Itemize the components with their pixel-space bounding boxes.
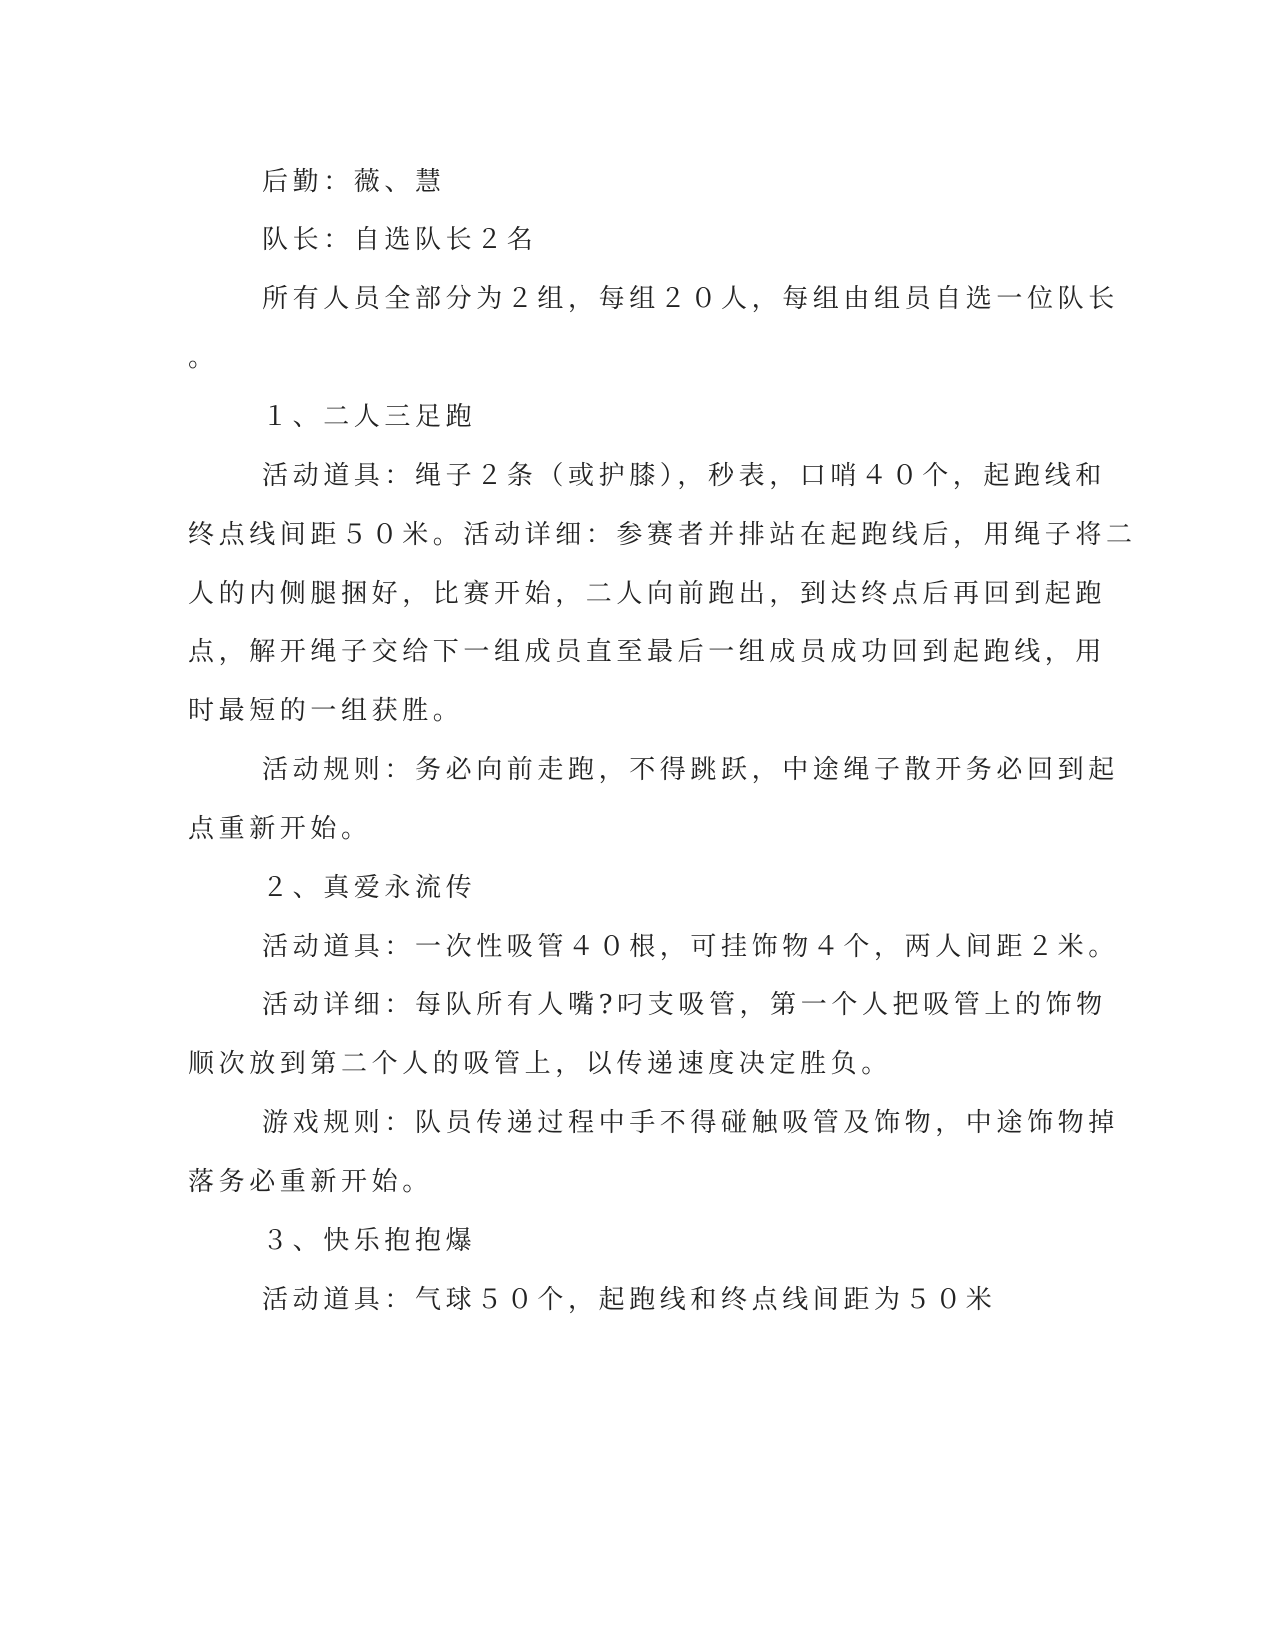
- section-heading-1: １、二人三足跑: [262, 402, 477, 432]
- section1-props-line-5: 时最短的一组获胜。: [188, 696, 464, 726]
- section2-detail-line-2: 顺次放到第二个人的吸管上，以传递速度决定胜负。: [188, 1049, 892, 1079]
- section1-rules-line-2: 点重新开始。: [188, 814, 372, 844]
- section3-props-line: 活动道具：气球５０个，起跑线和终点线间距为５０米: [262, 1285, 997, 1315]
- section-heading-3: ３、快乐抱抱爆: [262, 1226, 477, 1256]
- captain-line: 队长：自选队长２名: [262, 225, 538, 255]
- section1-props-line-2: 终点线间距５０米。活动详细：参赛者并排站在起跑线后，用绳子将二: [188, 520, 1137, 550]
- section2-rules-line-1: 游戏规则：队员传递过程中手不得碰触吸管及饰物，中途饰物掉: [262, 1108, 1119, 1138]
- section-heading-2: ２、真爱永流传: [262, 873, 477, 903]
- section1-props-line-3: 人的内侧腿捆好，比赛开始，二人向前跑出，到达终点后再回到起跑: [188, 579, 1107, 609]
- section2-rules-line-2: 落务必重新开始。: [188, 1167, 433, 1197]
- grouping-paragraph-line-1: 所有人员全部分为２组，每组２０人，每组由组员自选一位队长: [262, 284, 1119, 314]
- section1-rules-line-1: 活动规则：务必向前走跑，不得跳跃，中途绳子散开务必回到起: [262, 755, 1119, 785]
- section2-props-line: 活动道具：一次性吸管４０根，可挂饰物４个，两人间距２米。: [262, 932, 1119, 962]
- section2-detail-line-1: 活动详细：每队所有人嘴?叼支吸管，第一个人把吸管上的饰物: [262, 990, 1107, 1020]
- section1-props-line-4: 点，解开绳子交给下一组成员直至最后一组成员成功回到起跑线，用: [188, 637, 1107, 667]
- grouping-paragraph-line-2: 。: [188, 343, 219, 373]
- section1-props-line-1: 活动道具：绳子２条（或护膝），秒表，口哨４０个，起跑线和: [262, 461, 1106, 491]
- logistics-line: 后勤：薇、慧: [262, 167, 446, 197]
